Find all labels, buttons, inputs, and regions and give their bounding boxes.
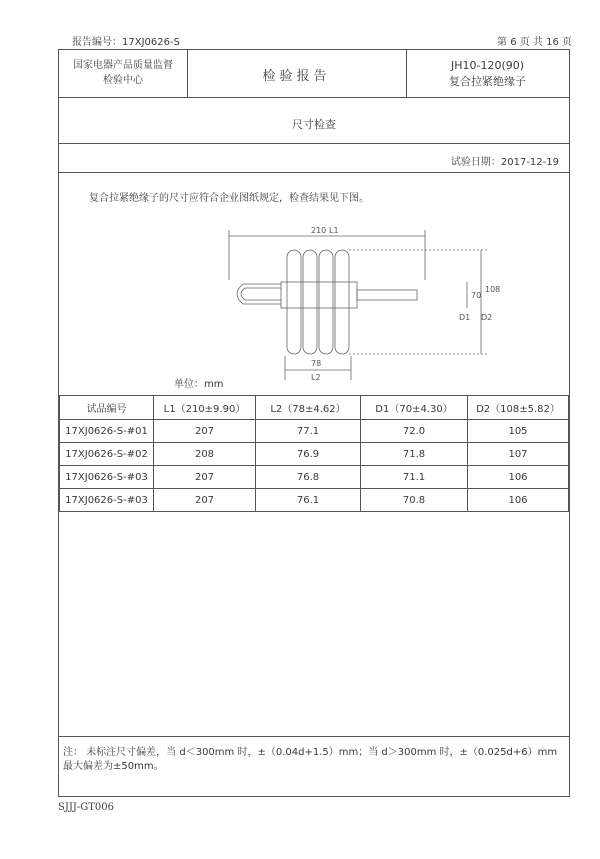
col-header-sample: 试品编号: [60, 396, 154, 420]
divider: [59, 97, 569, 98]
col-header-l1: L1（210±9.90）: [154, 396, 256, 420]
col-header-d2: D2（108±5.82）: [468, 396, 569, 420]
cell-l1: 207: [154, 466, 256, 489]
org-name: [59, 58, 187, 88]
divider: [59, 172, 569, 173]
table-row: [60, 489, 569, 512]
table-row: [60, 443, 569, 466]
cell-sample-id: 17XJ0626-S-#03: [60, 466, 154, 489]
shed: [303, 250, 317, 354]
results-table: [59, 395, 569, 512]
cell-l1: 207: [154, 489, 256, 512]
cell-sample-id: 17XJ0626-S-#02: [60, 443, 154, 466]
form-code: SJJJ-GT006: [58, 802, 115, 813]
org-line-2: 检验中心: [103, 75, 143, 86]
insulator-drawing: [219, 220, 519, 380]
product-name: 复合拉紧绝缘子: [449, 75, 526, 88]
shed: [287, 250, 301, 354]
shed: [335, 250, 349, 354]
label-d2: D2: [481, 313, 493, 322]
cell-l2: 76.9: [256, 443, 361, 466]
col-header-d1: D1（70±4.30）: [361, 396, 468, 420]
cell-sample-id: 17XJ0626-S-#03: [60, 489, 154, 512]
left-loop: [237, 284, 281, 304]
intro-text: 复合拉紧绝缘子的尺寸应符合企业图纸规定，检查结果见下图。: [89, 193, 369, 204]
cell-l2: 76.1: [256, 489, 361, 512]
unit-label: 单位：mm: [174, 379, 224, 390]
left-loop-inner: [241, 288, 281, 300]
doc-title: 检验报告: [262, 69, 331, 84]
divider: [59, 143, 569, 144]
label-d1: D1: [459, 313, 471, 322]
label-78: 78: [311, 359, 322, 368]
right-rod: [357, 290, 417, 300]
cell-l2: 76.8: [256, 466, 361, 489]
table-header-row: [60, 396, 569, 420]
product-model: JH10-120(90): [450, 59, 525, 72]
cell-d2: 106: [468, 489, 569, 512]
col-header-l2: L2（78±4.62）: [256, 396, 361, 420]
table-row: [60, 420, 569, 443]
report-number: 报告编号：17XJ0626-S: [72, 37, 180, 48]
cell-d1: 70.8: [361, 489, 468, 512]
cell-l1: 207: [154, 420, 256, 443]
report-frame: [58, 49, 570, 797]
table-row: [60, 466, 569, 489]
label-108: 108: [485, 285, 501, 294]
label-l2: L2: [311, 373, 321, 380]
page-info: 第 6 页 共 16 页: [497, 37, 572, 48]
cell-d2: 106: [468, 466, 569, 489]
test-date: 试验日期：2017-12-19: [450, 157, 559, 168]
cell-d2: 107: [468, 443, 569, 466]
divider: [59, 736, 569, 737]
cell-d1: 71.1: [361, 466, 468, 489]
cell-sample-id: 17XJ0626-S-#01: [60, 420, 154, 443]
note-text: 注： 未标注尺寸偏差，当 d＜300mm 时，±（0.04d+1.5）mm；当 d＞300mm 时，±（0.025d+6）mm 最大偏差为±50mm。: [63, 747, 558, 772]
label-210: 210: [311, 226, 327, 235]
label-l1: L1: [329, 226, 339, 235]
cell-l1: 208: [154, 443, 256, 466]
section-title: 尺寸检查: [292, 118, 336, 131]
label-70: 70: [471, 291, 482, 300]
cell-l2: 77.1: [256, 420, 361, 443]
cell-d1: 72.0: [361, 420, 468, 443]
org-line-1: 国家电器产品质量监督: [73, 60, 173, 71]
cell-d1: 71.8: [361, 443, 468, 466]
cell-d2: 105: [468, 420, 569, 443]
shed: [319, 250, 333, 354]
product-info: [406, 58, 569, 90]
